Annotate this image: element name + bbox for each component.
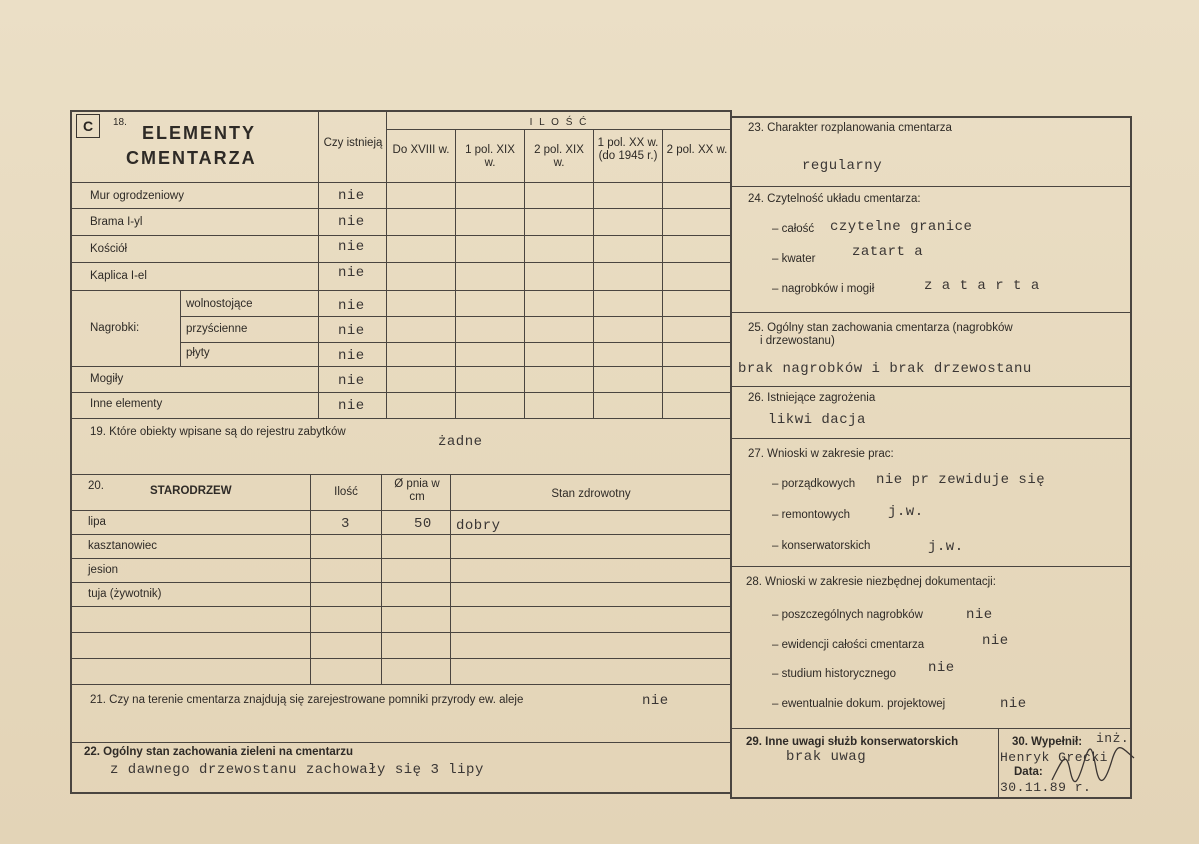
row-line — [70, 182, 732, 183]
pien-col-header: Ø pnia w cm — [394, 478, 440, 503]
row-line — [70, 534, 732, 535]
row-label: Kaplica I-el — [90, 270, 147, 282]
q26-value: likwi dacja — [768, 412, 866, 428]
frame-right — [1130, 116, 1132, 798]
period-header: 2 pol. XX w. — [666, 144, 728, 156]
q30-label: 30. Wypełnił: — [1012, 736, 1083, 748]
q23-label: 23. Charakter rozplanowania cmentarza — [748, 122, 952, 134]
row-line — [70, 208, 732, 209]
col-line — [593, 130, 594, 418]
row-line — [70, 606, 732, 607]
frame-middle — [730, 110, 732, 798]
tree-name: kasztanowiec — [88, 540, 158, 552]
nagrobki-label: Nagrobki: — [90, 322, 140, 334]
col-line — [450, 474, 451, 684]
period-header: Do XVIII w. — [392, 144, 450, 156]
frame-bottom-right — [730, 797, 1132, 799]
q27-label: 27. Wnioski w zakresie prac: — [748, 448, 894, 460]
q27-item-value: j.w. — [928, 539, 964, 555]
row-value: nie — [338, 214, 365, 230]
q25-value: brak nagrobków i brak drzewostanu — [738, 361, 1032, 377]
q29-label: 29. Inne uwagi służb konserwatorskich — [746, 736, 959, 748]
q27-item-value: nie pr zewiduje się — [876, 472, 1046, 488]
row-line — [730, 312, 1132, 313]
period-header: 1 pol. XX w. (do 1945 r.) — [597, 137, 659, 162]
stan-col-header: Stan zdrowotny — [551, 488, 631, 500]
q23-value: regularny — [802, 158, 883, 174]
q19-label: 19. Które obiekty wpisane są do rejestru zabytków — [90, 426, 346, 438]
row-line — [70, 366, 732, 367]
nagrobki-row-value: nie — [338, 323, 365, 339]
title-line2: CMENTARZA — [126, 148, 257, 168]
q30-date: 30.11.89 r. — [1000, 780, 1092, 795]
q28-item-label: – ewentualnie dokum. projektowej — [772, 698, 946, 710]
section-marker: C — [76, 114, 100, 138]
col-exists-header: Czy istnieją — [323, 137, 383, 149]
q28-item-label: – studium historycznego — [772, 668, 897, 680]
q20-number: 20. — [88, 480, 104, 492]
col-line — [381, 474, 382, 684]
row-line — [70, 632, 732, 633]
q26-label: 26. Istniejące zagrożenia — [748, 392, 876, 404]
q21-label: 21. Czy na terenie cmentarza znajdują się zarejestrowane pomniki przyrody ew. aleje — [90, 694, 524, 706]
col-line — [386, 112, 387, 418]
tree-state: dobry — [456, 518, 501, 534]
frame-top-right — [730, 116, 1132, 118]
row-value: nie — [338, 398, 365, 414]
q24-item-value: zatart a — [852, 244, 924, 260]
q30-date-label: Data: — [1014, 766, 1043, 778]
q28-item-value: nie — [1000, 696, 1027, 712]
q29-value: brak uwag — [786, 749, 867, 765]
row-line — [70, 474, 732, 475]
row-line — [70, 392, 732, 393]
q24-label: 24. Czytelność układu cmentarza: — [748, 193, 921, 205]
q27-item-value: j.w. — [888, 504, 924, 520]
col-line — [998, 728, 999, 798]
nagrobki-row-value: nie — [338, 348, 365, 364]
row-line — [730, 386, 1132, 387]
title-line1: ELEMENTY — [142, 123, 257, 143]
q28-item-value: nie — [966, 607, 993, 623]
ilosc-col-header: Ilość — [334, 486, 358, 498]
q24-item-value: czytelne granice — [830, 219, 973, 235]
q27-item-label: – porządkowych — [772, 478, 856, 490]
row-value: nie — [338, 188, 365, 204]
frame-bottom-left — [70, 792, 732, 794]
q22-label: 22. Ogólny stan zachowania zieleni na cmentarzu — [84, 746, 354, 758]
q22-value: z dawnego drzewostanu zachowały się 3 lipy — [110, 762, 484, 778]
q28-item-value: nie — [928, 660, 955, 676]
row-line — [180, 316, 732, 317]
row-line — [70, 510, 732, 511]
row-line — [70, 262, 732, 263]
q28-item-label: – ewidencji całości cmentarza — [772, 639, 925, 651]
frame-left — [70, 110, 72, 792]
row-label: Mur ogrodzeniowy — [90, 190, 184, 202]
tree-diameter: 50 — [414, 516, 432, 532]
row-line — [70, 418, 732, 419]
period-header: 1 pol. XIX w. — [465, 144, 515, 169]
tree-name: lipa — [88, 516, 106, 528]
q30-name: Henryk Grecki — [1000, 750, 1108, 765]
section-18-number: 18. — [113, 117, 127, 128]
col-line — [524, 130, 525, 418]
row-line — [70, 290, 732, 291]
row-line — [70, 558, 732, 559]
signature-icon — [1048, 740, 1138, 788]
q27-item-label: – konserwatorskich — [772, 540, 871, 552]
row-line — [730, 186, 1132, 187]
nagrobki-row-label: płyty — [186, 347, 210, 359]
q28-item-value: nie — [982, 633, 1009, 649]
q25-label-1: 25. Ogólny stan zachowania cmentarza (nagrobków — [748, 322, 1013, 334]
q25-label-2: i drzewostanu) — [760, 335, 835, 347]
row-line — [180, 342, 732, 343]
q19-value: żadne — [438, 434, 483, 450]
row-line — [730, 566, 1132, 567]
row-label: Mogiły — [90, 373, 124, 385]
row-line — [70, 235, 732, 236]
col-line — [455, 130, 456, 418]
col-line — [180, 290, 181, 366]
row-label: Kościół — [90, 243, 128, 255]
row-line — [386, 129, 732, 130]
col-line — [310, 474, 311, 684]
tree-name: jesion — [88, 564, 119, 576]
row-line — [70, 658, 732, 659]
period-header: 2 pol. XIX w. — [534, 144, 584, 169]
q24-item-label: – całość — [772, 223, 815, 235]
starodrzew-header: STARODRZEW — [150, 485, 232, 497]
tree-count: 3 — [341, 516, 350, 532]
row-label: Inne elementy — [90, 398, 163, 410]
q24-item-value: z a t a r t a — [924, 278, 1040, 294]
row-line — [70, 684, 732, 685]
q24-item-label: – nagrobków i mogił — [772, 283, 875, 295]
q28-label: 28. Wnioski w zakresie niezbędnej dokumentacji: — [746, 576, 996, 588]
row-line — [70, 742, 732, 743]
row-label: Brama I-yl — [90, 216, 143, 228]
frame-top-left — [70, 110, 732, 112]
nagrobki-row-label: przyścienne — [186, 323, 248, 335]
q21-value: nie — [642, 693, 669, 709]
q30-title: inż. — [1096, 731, 1130, 746]
row-line — [70, 582, 732, 583]
row-line — [730, 728, 1132, 729]
col-line — [318, 112, 319, 418]
row-line — [730, 438, 1132, 439]
row-value: nie — [338, 239, 365, 255]
row-value: nie — [338, 373, 365, 389]
row-value: nie — [338, 265, 365, 281]
q28-item-label: – poszczególnych nagrobków — [772, 609, 923, 621]
tree-name: tuja (żywotnik) — [88, 588, 162, 600]
nagrobki-row-label: wolnostojące — [186, 298, 253, 310]
col-line — [662, 130, 663, 418]
nagrobki-row-value: nie — [338, 298, 365, 314]
ilosc-header: I L O Ś Ć — [529, 117, 589, 128]
q24-item-label: – kwater — [772, 253, 816, 265]
q27-item-label: – remontowych — [772, 509, 850, 521]
